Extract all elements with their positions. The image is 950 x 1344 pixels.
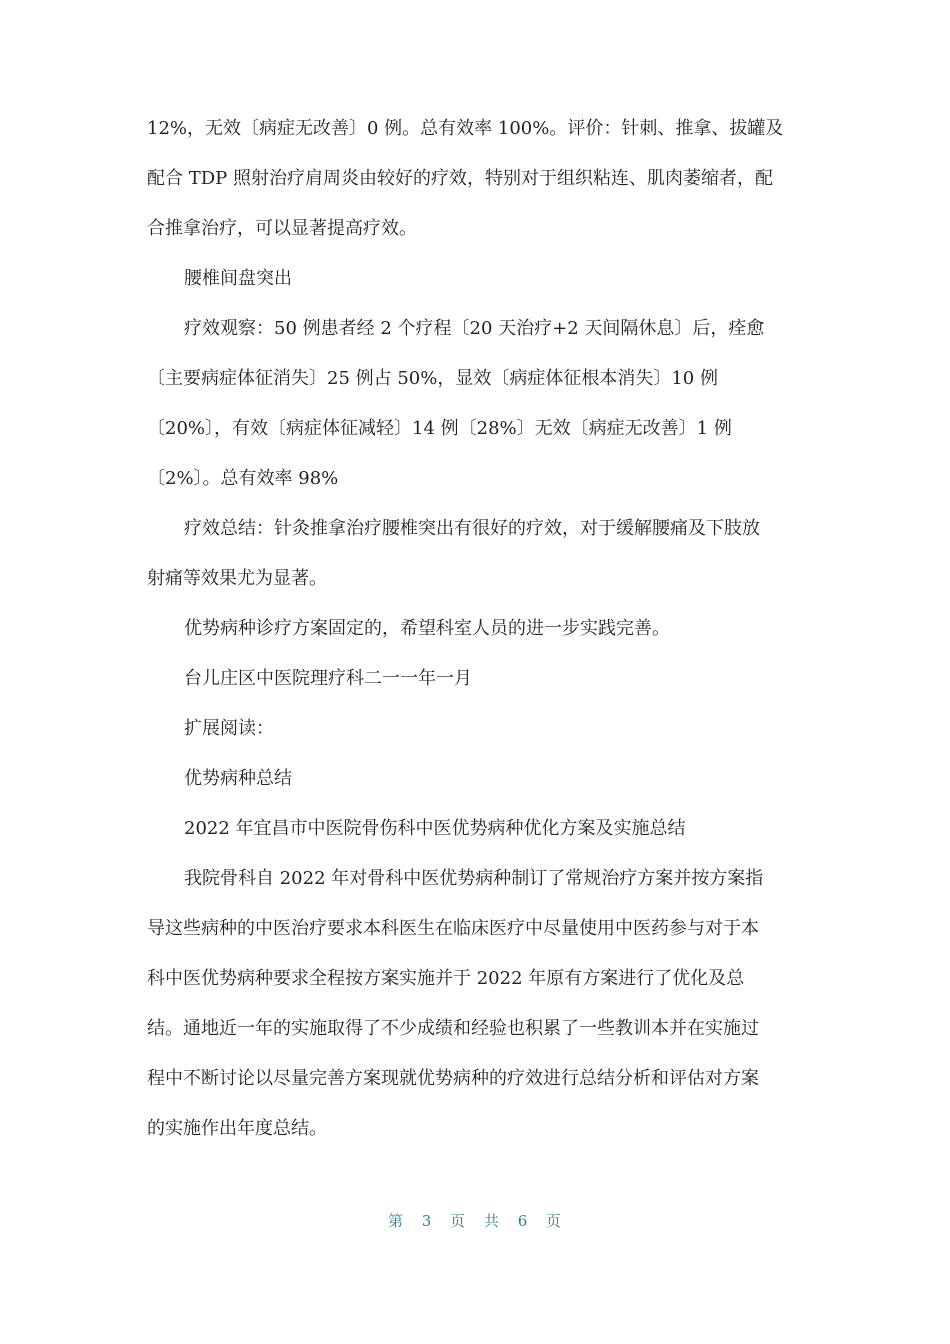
text-line: 疗效总结：针灸推拿治疗腰椎突出有很好的疗效，对于缓解腰痛及下肢放: [184, 518, 760, 539]
section-heading-lumbar-disc: 腰椎间盘突出: [184, 268, 292, 289]
total-pages: 6: [517, 1212, 529, 1230]
page-footer: [0, 1210, 950, 1231]
text-line: 疗效观察：50 例患者经 2 个疗程〔20 天治疗+2 天间隔休息〕后，痊愈: [184, 318, 765, 339]
text-line: 程中不断讨论以尽量完善方案现就优势病种的疗效进行总结分析和评估对方案: [147, 1068, 759, 1089]
text-line: 〔主要病症体征消失〕25 例占 50%，显效〔病症体征根本消失〕10 例: [147, 368, 718, 389]
text-line: 的实施作出年度总结。: [147, 1118, 327, 1139]
page-label: 第: [387, 1212, 404, 1230]
text-line: 12%，无效〔病症无改善〕0 例。总有效率 100%。评价：针刺、推拿、拔罐及: [147, 118, 784, 139]
signature-line: 台儿庄区中医院理疗科二一一年一月: [184, 668, 472, 689]
page-number: 3: [421, 1212, 433, 1230]
text-line: 配合 TDP 照射治疗肩周炎由较好的疗效，特别对于组织粘连、肌肉萎缩者，配: [147, 168, 773, 189]
text-line: 导这些病种的中医治疗要求本科医生在临床医疗中尽量使用中医药参与对于本: [147, 918, 759, 939]
section-heading-summary: 优势病种总结: [184, 768, 292, 789]
total-label: 共: [483, 1212, 500, 1230]
text-line: 优势病种诊疗方案固定的，希望科室人员的进一步实践完善。: [184, 618, 670, 639]
document-body: [147, 104, 802, 1154]
page-unit: 页: [450, 1212, 467, 1230]
text-line: 结。通地近一年的实施取得了不少成绩和经验也积累了一些教训本并在实施过: [147, 1018, 759, 1039]
extended-reading-label: 扩展阅读：: [184, 718, 274, 739]
text-line: 合推拿治疗，可以显著提高疗效。: [147, 218, 417, 239]
text-line: 射痛等效果尤为显著。: [147, 568, 327, 589]
text-line: 〔20%〕，有效〔病症体征减轻〕14 例〔28%〕无效〔病症无改善〕1 例: [147, 418, 732, 439]
article-title: 2022 年宜昌市中医院骨伤科中医优势病种优化方案及实施总结: [184, 818, 686, 839]
text-line: 科中医优势病种要求全程按方案实施并于 2022 年原有方案进行了优化及总: [147, 968, 745, 989]
text-line: 我院骨科自 2022 年对骨科中医优势病种制订了常规治疗方案并按方案指: [184, 868, 764, 889]
total-unit: 页: [546, 1212, 563, 1230]
text-line: 〔2%〕。总有效率 98%: [147, 468, 339, 489]
